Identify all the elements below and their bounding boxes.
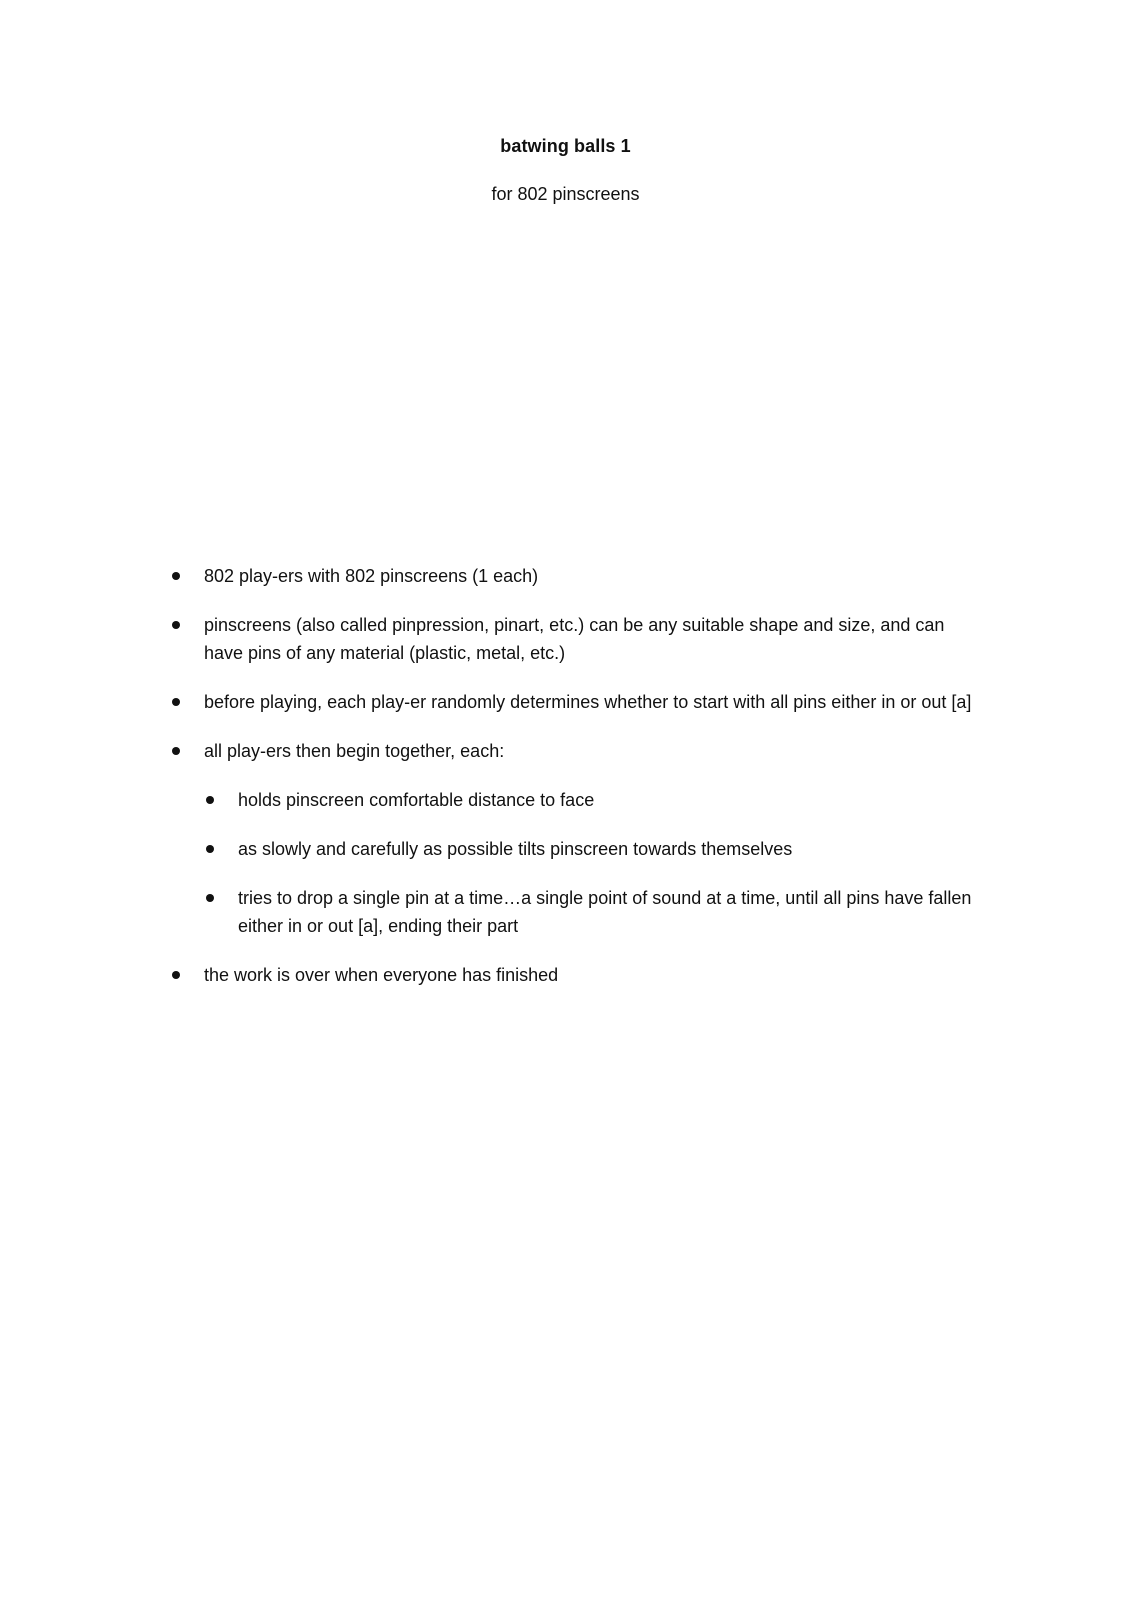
list-item [0, 688, 984, 716]
bullet-icon [172, 747, 180, 755]
bullet-icon [206, 894, 214, 902]
bullet-icon [206, 845, 214, 853]
instruction-list [0, 562, 1131, 1010]
list-item [0, 611, 984, 667]
list-item-text: before playing, each play-er randomly determines whether to start with all pins either in or out [a] [204, 692, 972, 712]
bullet-icon [172, 698, 180, 706]
list-item [0, 737, 984, 765]
sub-list-item [0, 786, 984, 814]
document-subtitle: for 802 pinscreens [491, 184, 640, 204]
document-title: batwing balls 1 [500, 136, 631, 156]
list-item-text: the work is over when everyone has finished [204, 965, 559, 985]
sub-list-item [0, 835, 984, 863]
bullet-icon [172, 621, 180, 629]
bullet-icon [172, 572, 180, 580]
list-item [0, 961, 984, 989]
list-item-text: all play-ers then begin together, each: [204, 741, 505, 761]
list-item [0, 562, 984, 590]
list-item-text: tries to drop a single pin at a time…a single point of sound at a time, until all pins have fallen either in or out [a], ending their part [238, 888, 972, 936]
bullet-icon [172, 971, 180, 979]
list-item-text: holds pinscreen comfortable distance to face [238, 790, 595, 810]
sub-list-item [0, 884, 984, 940]
list-item-text: as slowly and carefully as possible tilts pinscreen towards themselves [238, 839, 793, 859]
list-item-text: pinscreens (also called pinpression, pinart, etc.) can be any suitable shape and size, and can have pins of any material (plastic, metal, etc.) [204, 615, 945, 663]
list-item-text: 802 play-ers with 802 pinscreens (1 each) [204, 566, 539, 586]
bullet-icon [206, 796, 214, 804]
